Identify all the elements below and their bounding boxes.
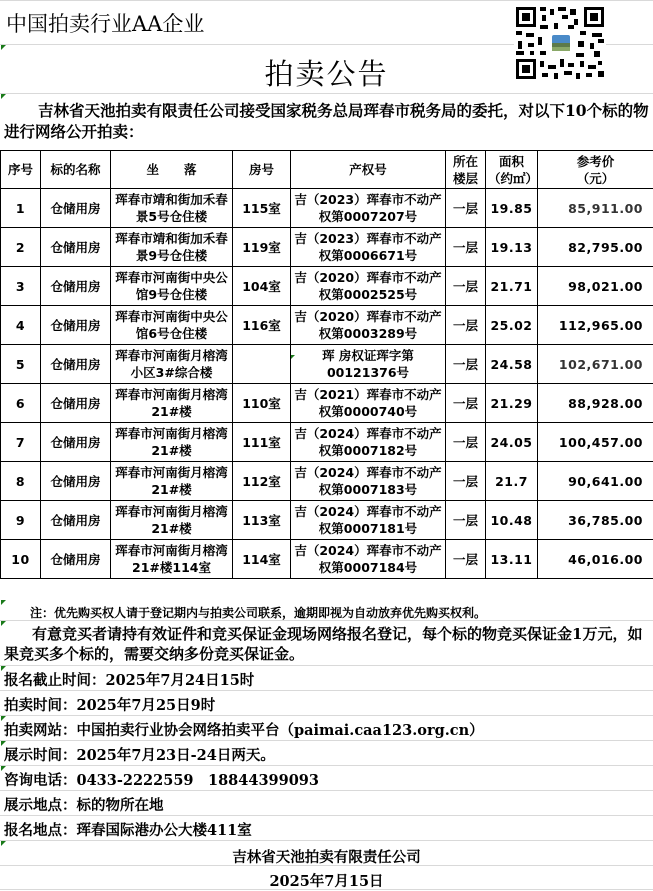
- cell-area: 25.02: [486, 306, 538, 345]
- col-header-location: 坐 落: [111, 151, 233, 189]
- cell-room: 111室: [233, 423, 291, 462]
- gridline: [0, 790, 653, 791]
- gridline: [0, 765, 653, 766]
- cell-name: 仓储用房: [41, 384, 111, 423]
- gridline: [0, 740, 653, 741]
- contact-phone: 咨询电话：0433-2222559 18844399093: [4, 769, 319, 790]
- cell-location: 珲春市河南街月榕湾21#楼: [111, 462, 233, 501]
- registration-location: 报名地点：珲春国际港办公大楼411室: [4, 819, 252, 840]
- cell-name: 仓储用房: [41, 423, 111, 462]
- notice-title: 拍卖公告: [0, 52, 653, 93]
- cell-location: 珲春市河南街月榕湾21#楼: [111, 501, 233, 540]
- cell-marker: [1, 600, 6, 605]
- cell-name: 仓储用房: [41, 306, 111, 345]
- price-line2: （元）: [577, 171, 615, 186]
- cell-name: 仓储用房: [41, 501, 111, 540]
- gridline: [0, 0, 653, 1]
- col-header-room: 房号: [233, 151, 291, 189]
- cell-location: 珲春市河南街月榕湾21#楼: [111, 423, 233, 462]
- cell-area: 19.85: [486, 189, 538, 228]
- col-header-no: 序号: [1, 151, 41, 189]
- cell-location: 珲春市河南街月榕湾21#楼: [111, 384, 233, 423]
- auction-website: 拍卖网站：中国拍卖行业协会网络拍卖平台（paimai.caa123.org.cn）: [4, 719, 484, 740]
- cell-cert: 吉（2024）珲春市不动产权第0007182号: [291, 423, 446, 462]
- cell-cert: 吉（2023）珲春市不动产权第0006671号: [291, 228, 446, 267]
- table-row: [1, 462, 653, 501]
- cell-location: 珲春市靖和街加禾春景5号仓住楼: [111, 189, 233, 228]
- cell-price: 98,021.00: [538, 267, 653, 306]
- cell-room: [233, 345, 291, 384]
- table-header-row: [1, 151, 653, 189]
- cell-floor: 一层: [446, 501, 486, 540]
- floor-line2: 楼层: [453, 171, 478, 186]
- gridline: [0, 815, 653, 816]
- gridline: [0, 690, 653, 691]
- cell-floor: 一层: [446, 384, 486, 423]
- cell-price: 46,016.00: [538, 540, 653, 579]
- cell-name: 仓储用房: [41, 540, 111, 579]
- cell-price: 102,671.00: [538, 345, 653, 384]
- preemption-note: 注：优先购买权人请于登记期内与拍卖公司联系，逾期即视为自动放弃优先购买权利。: [30, 604, 486, 621]
- cell-no: 2: [1, 228, 41, 267]
- display-time: 展示时间：2025年7月23日-24日两天。: [4, 744, 275, 765]
- cell-room: 119室: [233, 228, 291, 267]
- cell-area: 24.58: [486, 345, 538, 384]
- cell-location: 珲春市靖和街加禾春景9号仓住楼: [111, 228, 233, 267]
- col-header-name: 标的名称: [41, 151, 111, 189]
- cell-floor: 一层: [446, 189, 486, 228]
- cell-no: 8: [1, 462, 41, 501]
- cell-price: 36,785.00: [538, 501, 653, 540]
- cell-floor: 一层: [446, 423, 486, 462]
- cell-cert: 吉（2024）珲春市不动产权第0007183号: [291, 462, 446, 501]
- cell-name: 仓储用房: [41, 462, 111, 501]
- col-header-area: [486, 151, 538, 189]
- footer-date: 2025年7月15日: [0, 870, 653, 891]
- cell-price: 90,641.00: [538, 462, 653, 501]
- cell-area: 21.29: [486, 384, 538, 423]
- cell-location: 珲春市河南街月榕湾21#楼114室: [111, 540, 233, 579]
- org-title: 中国拍卖行业AA企业: [6, 8, 204, 38]
- footer-company: 吉林省天池拍卖有限责任公司: [0, 846, 653, 867]
- cell-floor: 一层: [446, 345, 486, 384]
- area-line2: （约㎡）: [488, 171, 538, 186]
- cell-area: 19.13: [486, 228, 538, 267]
- cell-room: 116室: [233, 306, 291, 345]
- cell-room: 110室: [233, 384, 291, 423]
- cell-no: 5: [1, 345, 41, 384]
- cell-price: 88,928.00: [538, 384, 653, 423]
- cell-cert: 珲 房权证珲字第00121376号: [291, 345, 446, 384]
- auction-items-table: [0, 150, 653, 579]
- cell-room: 113室: [233, 501, 291, 540]
- table-row: [1, 345, 653, 384]
- table-row: [1, 306, 653, 345]
- cell-cert: 吉（2024）珲春市不动产权第0007181号: [291, 501, 446, 540]
- price-line1: 参考价: [577, 154, 615, 169]
- cell-room: 112室: [233, 462, 291, 501]
- cell-area: 24.05: [486, 423, 538, 462]
- cell-price: 85,911.00: [538, 189, 653, 228]
- cell-marker: [1, 94, 6, 99]
- cell-room: 115室: [233, 189, 291, 228]
- table-row: [1, 501, 653, 540]
- cell-floor: 一层: [446, 540, 486, 579]
- cell-marker: [1, 45, 6, 50]
- cell-name: 仓储用房: [41, 228, 111, 267]
- cell-area: 21.71: [486, 267, 538, 306]
- cell-floor: 一层: [446, 267, 486, 306]
- cell-no: 3: [1, 267, 41, 306]
- table-row: [1, 267, 653, 306]
- gridline: [0, 715, 653, 716]
- cell-room: 104室: [233, 267, 291, 306]
- cell-cert: 吉（2020）珲春市不动产权第0003289号: [291, 306, 446, 345]
- col-header-cert: 产权号: [291, 151, 446, 189]
- table-row: [1, 228, 653, 267]
- gridline: [0, 840, 653, 841]
- col-header-price: [538, 151, 653, 189]
- table-row: [1, 384, 653, 423]
- cell-no: 1: [1, 189, 41, 228]
- cell-no: 6: [1, 384, 41, 423]
- table-row: [1, 423, 653, 462]
- cell-cert: 吉（2021）珲春市不动产权第0000740号: [291, 384, 446, 423]
- cell-cert: 吉（2023）珲春市不动产权第0007207号: [291, 189, 446, 228]
- table-row: [1, 540, 653, 579]
- cell-no: 7: [1, 423, 41, 462]
- cell-no: 4: [1, 306, 41, 345]
- cell-cert: 吉（2020）珲春市不动产权第0002525号: [291, 267, 446, 306]
- cell-floor: 一层: [446, 228, 486, 267]
- cell-cert: 吉（2024）珲春市不动产权第0007184号: [291, 540, 446, 579]
- cell-price: 82,795.00: [538, 228, 653, 267]
- cell-floor: 一层: [446, 306, 486, 345]
- cell-location: 珲春市河南街月榕湾小区3#综合楼: [111, 345, 233, 384]
- deposit-paragraph: 有意竞买者请持有效证件和竞买保证金现场网络报名登记，每个标的物竞买保证金1万元，如果竞买多个标的，需要交纳多份竞买保证金。: [4, 624, 649, 664]
- cell-room: 114室: [233, 540, 291, 579]
- table-row: [1, 189, 653, 228]
- area-line1: 面积: [499, 154, 524, 169]
- cell-price: 100,457.00: [538, 423, 653, 462]
- cell-area: 10.48: [486, 501, 538, 540]
- intro-paragraph: 吉林省天池拍卖有限责任公司接受国家税务总局珲春市税务局的委托，对以下10个标的物进行网络公开拍卖：: [4, 100, 649, 142]
- gridline: [0, 93, 653, 94]
- cell-location: 珲春市河南街中央公馆6号仓住楼: [111, 306, 233, 345]
- cell-name: 仓储用房: [41, 189, 111, 228]
- floor-line1: 所在: [453, 154, 478, 169]
- cell-area: 21.7: [486, 462, 538, 501]
- registration-deadline: 报名截止时间：2025年7月24日15时: [4, 669, 254, 690]
- cell-no: 9: [1, 501, 41, 540]
- cell-area: 13.11: [486, 540, 538, 579]
- cell-location: 珲春市河南街中央公馆9号仓住楼: [111, 267, 233, 306]
- cell-floor: 一层: [446, 462, 486, 501]
- cell-no: 10: [1, 540, 41, 579]
- cell-name: 仓储用房: [41, 267, 111, 306]
- auction-time: 拍卖时间：2025年7月25日9时: [4, 694, 215, 715]
- cell-price: 112,965.00: [538, 306, 653, 345]
- gridline: [0, 665, 653, 666]
- display-location: 展示地点：标的物所在地: [4, 794, 164, 815]
- cell-name: 仓储用房: [41, 345, 111, 384]
- col-header-floor: [446, 151, 486, 189]
